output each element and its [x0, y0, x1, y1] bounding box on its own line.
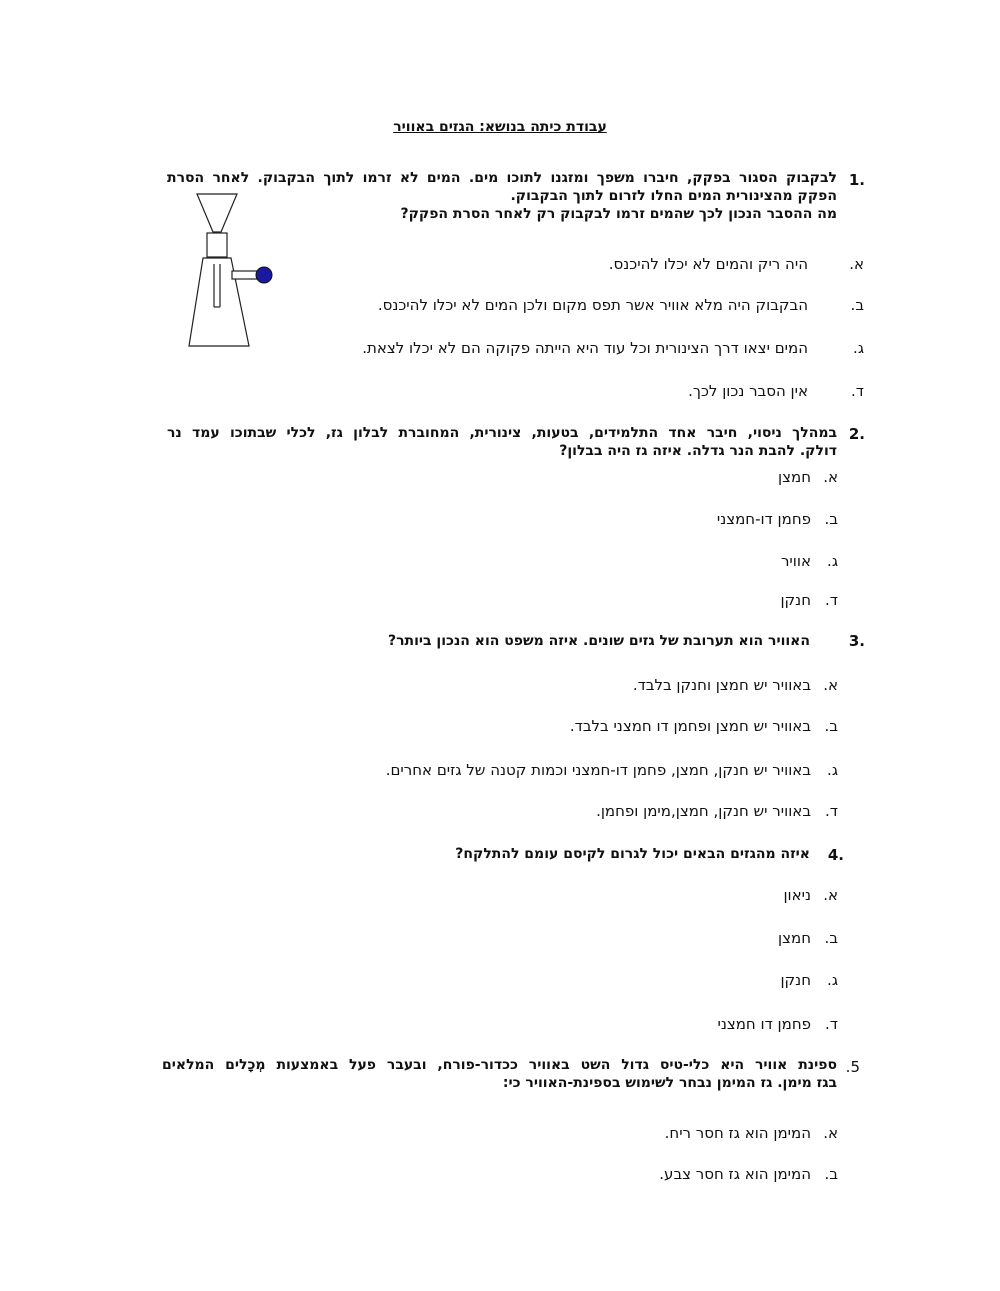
question-number: .3 — [848, 632, 865, 650]
question-text-line: לבקבוק הסגור בפקק, חיברו משפך ומזגנו לתוכו מים. המים לא זרמו לתוך הבקבוק. לאחר הסרת — [167, 170, 837, 186]
valve-cap — [256, 267, 272, 283]
option-letter: א. — [849, 255, 864, 273]
funnel-shape — [197, 194, 237, 232]
option-text[interactable]: המים יצאו דרך הצינורית וכל עוד היא הייתה פקוקה הם לא יכלו לצאת. — [362, 339, 808, 357]
option-text[interactable]: חנקן — [780, 971, 811, 989]
option-text[interactable]: היה ריק והמים לא יכלו להיכנס. — [608, 255, 808, 273]
option-letter: ד. — [851, 382, 864, 400]
page-title: עבודת כיתה בנושא: הגזים באוויר — [393, 119, 607, 135]
option-text[interactable]: חמצן — [778, 468, 811, 486]
option-text[interactable]: באוויר יש חנקן, חמצן,מימן ופחמן. — [596, 802, 811, 820]
option-letter: ב. — [824, 510, 838, 528]
option-text[interactable]: המימן הוא גז חסר צבע. — [659, 1165, 811, 1183]
option-letter: ג. — [827, 971, 838, 989]
option-text[interactable]: באוויר יש חנקן, חמצן, פחמן דו-חמצני וכמות קטנה של גזים אחרים. — [385, 761, 811, 779]
option-text[interactable]: המימן הוא גז חסר ריח. — [664, 1124, 811, 1142]
option-letter: א. — [823, 1124, 838, 1142]
stopper-shape — [207, 233, 227, 257]
option-text[interactable]: חנקן — [780, 591, 811, 609]
question-text-line: ספינת אוויר היא כלי-טיס גדול השט באוויר ככדור-פורח, ובעבר פעל באמצעות מְכָלים המלאים — [162, 1057, 837, 1073]
question-text-line: האוויר הוא תערובת של גזים שונים. איזה משפט הוא הנכון ביותר? — [387, 633, 810, 649]
option-letter: א. — [823, 676, 838, 694]
option-text[interactable]: אין הסבר נכון לכך. — [688, 382, 808, 400]
option-letter: ב. — [850, 296, 864, 314]
option-text[interactable]: הבקבוק היה מלא אוויר אשר תפס מקום ולכן המים לא יכלו להיכנס. — [377, 296, 808, 314]
option-letter: ב. — [824, 1165, 838, 1183]
option-letter: א. — [823, 468, 838, 486]
question-number: .2 — [848, 425, 865, 443]
question-text-line: איזה מהגזים הבאים יכול לגרום לקיסם עומם להתלקח? — [455, 846, 810, 862]
question-text-line: הפקק מהצינורית המים החלו לזרום לתוך הבקבוק. — [510, 188, 837, 204]
option-text[interactable]: ניאון — [783, 886, 811, 904]
option-letter: ג. — [853, 339, 864, 357]
question-number: .4 — [827, 846, 844, 864]
bottle-funnel-diagram — [185, 192, 285, 352]
option-text[interactable]: חמצן — [778, 929, 811, 947]
side-tube — [232, 271, 257, 279]
option-letter: ד. — [825, 591, 838, 609]
option-text[interactable]: באוויר יש חמצן ופחמן דו חמצני בלבד. — [569, 717, 811, 735]
option-text[interactable]: פחמן דו-חמצני — [716, 510, 811, 528]
option-letter: ד. — [825, 802, 838, 820]
question-number: .1 — [848, 171, 865, 189]
option-letter: ג. — [827, 552, 838, 570]
option-letter: ב. — [824, 929, 838, 947]
option-text[interactable]: פחמן דו חמצני — [717, 1015, 811, 1033]
option-letter: א. — [823, 886, 838, 904]
option-text[interactable]: באוויר יש חמצן וחנקן בלבד. — [632, 676, 811, 694]
option-letter: ד. — [825, 1015, 838, 1033]
option-letter: ג. — [827, 761, 838, 779]
question-text-line: במהלך ניסוי, חיבר אחד התלמידים, בטעות, צינורית, המחוברת לבלון גז, לכלי שבתוכו עמד נר — [167, 425, 837, 441]
option-text[interactable]: אוויר — [780, 552, 811, 570]
question-text-line: בגז מימן. גז המימן נבחר לשימוש בספינת-האוויר כי: — [502, 1075, 837, 1091]
option-letter: ב. — [824, 717, 838, 735]
question-number: 5. — [845, 1058, 860, 1076]
question-text-line: מה ההסבר הנכון לכך שהמים זרמו לבקבוק רק לאחר הסרת הפקק? — [400, 206, 837, 222]
question-text-line: דולק. להבת הנר גדלה. איזה גז היה בבלון? — [559, 443, 837, 459]
